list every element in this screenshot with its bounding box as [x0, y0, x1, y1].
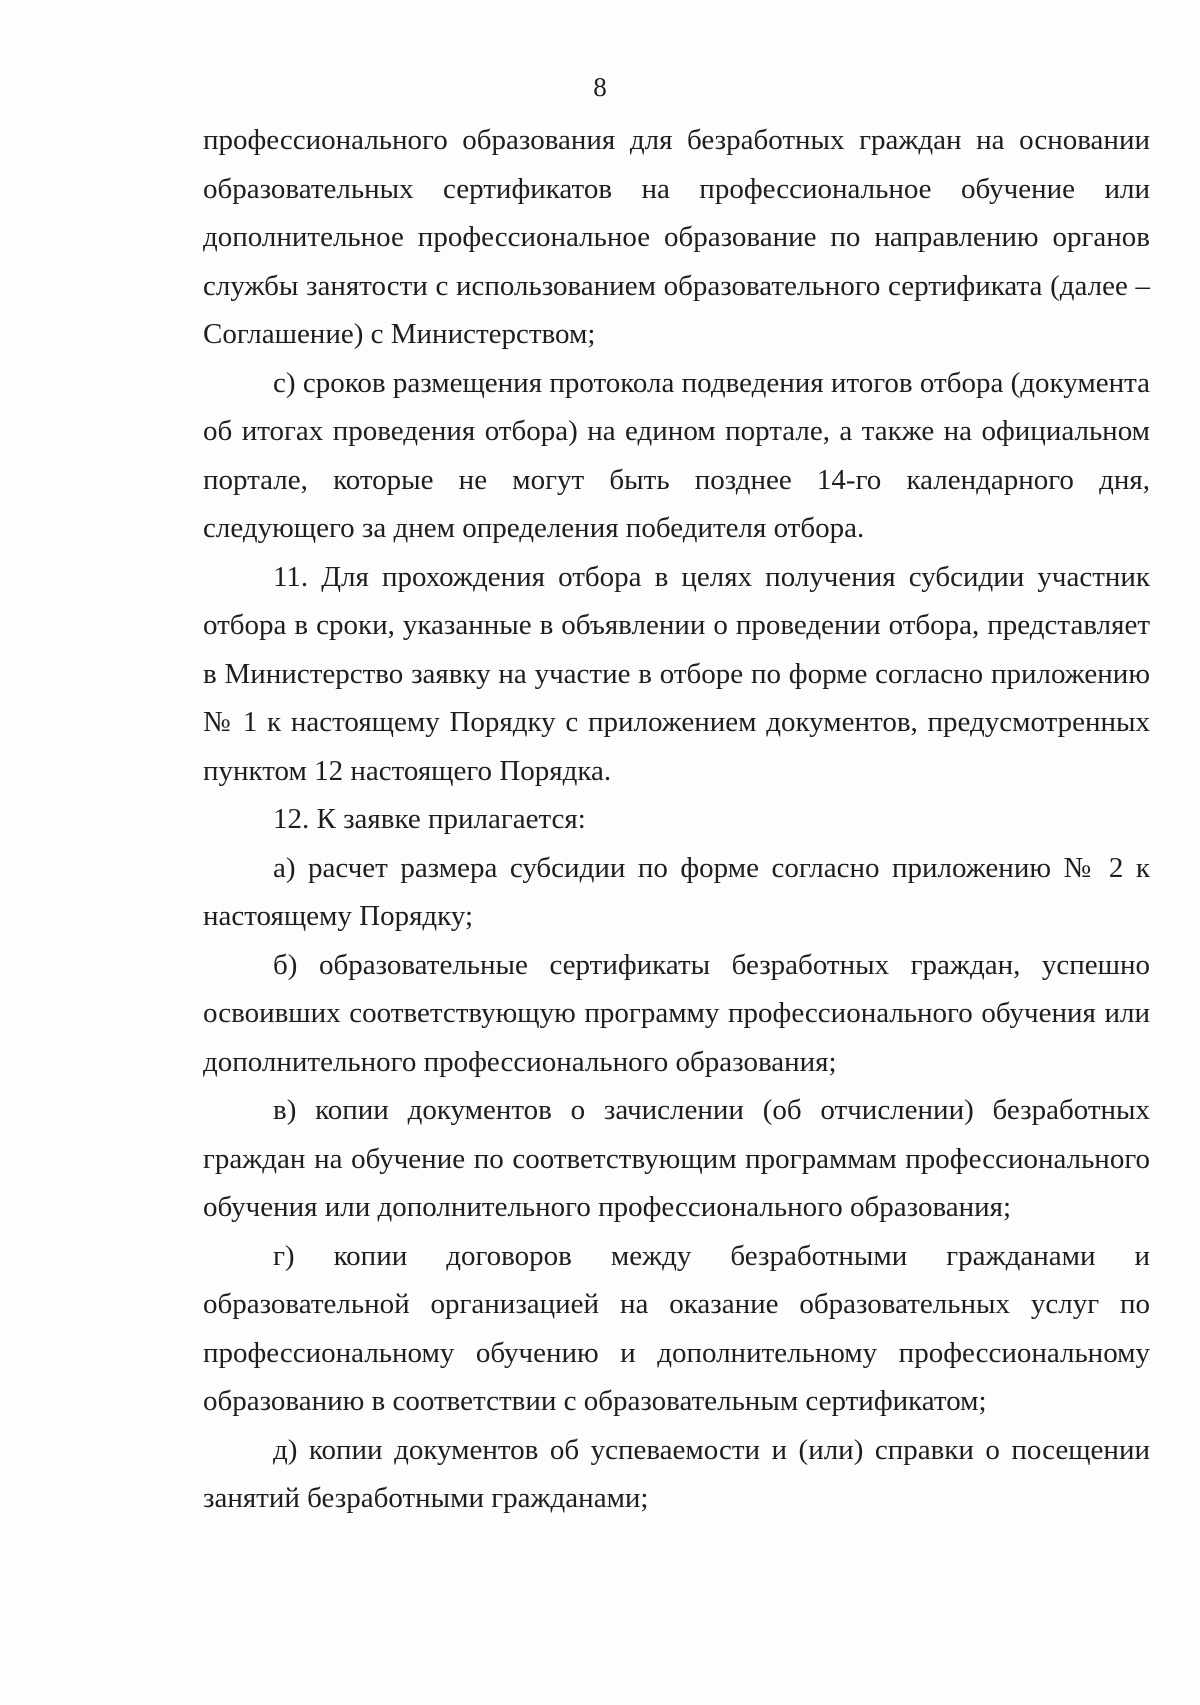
paragraph-clause-12: 12. К заявке прилагается: — [273, 803, 586, 835]
paragraph-continuation: профессионального образования для безработных граждан на основании образовательных сертификатов на профессиональное обучение или дополнительное профессиональное образование по направлению органов службы занятости с использованием образовательного сертификата (далее – Соглашение) с Министерством; — [203, 124, 1150, 350]
paragraph-item-b: б) образовательные сертификаты безработных граждан, успешно освоивших соответствующую программу профессионального обучения или дополнительного профессионального образования; — [203, 948, 1150, 1078]
page-number: 8 — [593, 72, 607, 102]
paragraph-item-g: г) копии договоров между безработными гражданами и образовательной организацией на оказание образовательных услуг по профессиональному обучению и дополнительному профессиональному образованию в соответствии с образовательным сертификатом; — [203, 1239, 1150, 1417]
paragraph-clause-11: 11. Для прохождения отбора в целях получения субсидии участник отбора в сроки, указанные в объявлении о проведении отбора, представляет в Министерство заявку на участие в отборе по форме согласно приложению № 1 к настоящему Порядку с приложением документов, предусмотренных пунктом 12 настоящего Порядка. — [203, 560, 1150, 787]
paragraph-item-v: в) копии документов о зачислении (об отчислении) безработных граждан на обучение по соответствующим программам профессионального обучения или дополнительного профессионального образования; — [203, 1094, 1150, 1223]
paragraph-item-c: с) сроков размещения протокола подведения итогов отбора (документа об итогах проведения отбора) на едином портале, а также на официальном портале, которые не могут быть позднее 14-го календарного дня, следующего за днем определения победителя отбора. — [203, 366, 1150, 544]
document-body — [203, 116, 1150, 1523]
paragraph-item-a: а) расчет размера субсидии по форме согласно приложению № 2 к настоящему Порядку; — [203, 851, 1150, 932]
paragraph-item-d: д) копии документов об успеваемости и (или) справки о посещении занятий безработными гражданами; — [203, 1433, 1150, 1514]
